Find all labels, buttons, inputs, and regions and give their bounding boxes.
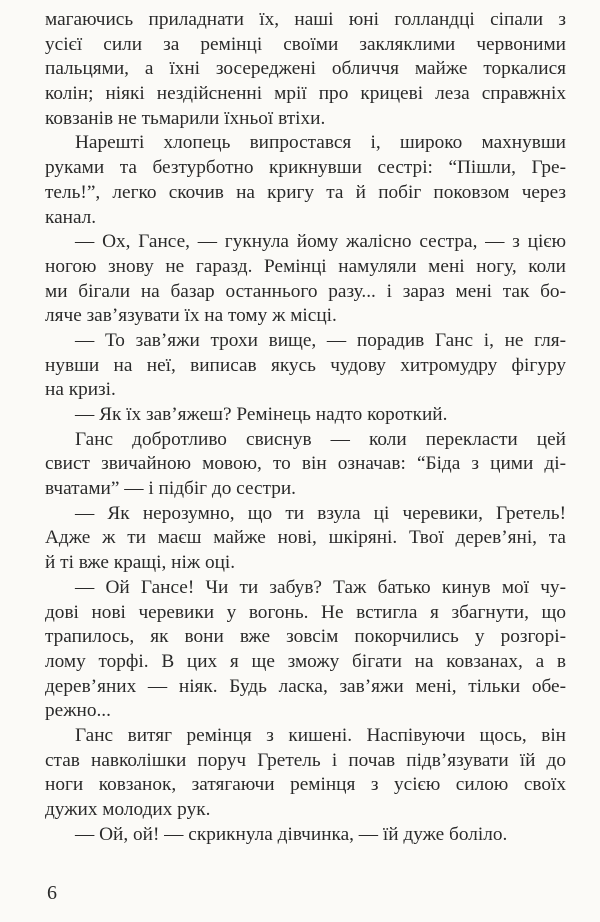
text-line: ноги ковзанок, затягаючи ремінця з усією силою своїх: [45, 774, 566, 796]
page-number: 6: [47, 882, 57, 904]
text-line: ковзанів не тьмарили їхньої втіхи.: [45, 107, 326, 129]
text-line: ногою знову не гаразд. Ремінці намуляли мені ногу, коли: [45, 255, 566, 277]
text-line: Ганс добротливо свиснув — коли перекласти цей: [75, 428, 566, 450]
text-line: ми бігали на базар останнього разу... і зараз мені так бо-: [45, 280, 566, 302]
text-line: на кризі.: [45, 379, 116, 401]
text-line: Адже ж ти маєш майже нові, шкіряні. Твої дерев’яні, та: [45, 527, 566, 549]
text-line: — Ой, ой! — скрикнула дівчинка, — їй дуже боліло.: [75, 823, 508, 845]
text-line: ляче зав’язувати їх на тому ж місці.: [45, 305, 337, 327]
text-line: трапилось, як вони вже зовсім покорчились у розгорі-: [45, 626, 566, 648]
text-line: — То зав’яжи трохи вище, — порадив Ганс і, не гля-: [75, 329, 566, 351]
text-line: усієї сили за ремінці своїми закляклими червоними: [45, 33, 566, 55]
text-line: колін; ніякі нездійсненні мрії про крицеві леза справжніх: [45, 83, 566, 105]
text-line: дерев’яних — ніяк. Будь ласка, зав’яжи мені, тільки обе-: [45, 675, 566, 697]
text-line: тель!”, легко скочив на кригу та й побіг поковзом через: [45, 181, 566, 203]
text-line: — Ох, Гансе, — гукнула йому жалісно сестра, — з цією: [75, 231, 566, 253]
text-line: магаючись приладнати їх, наші юні голландці сіпали з: [45, 9, 566, 30]
text-line: руками та безтурботно крикнувши сестрі: “Пішли, Гре-: [45, 157, 566, 179]
text-line: й ті вже кращі, ніж оці.: [45, 552, 236, 574]
text-line: — Як їх зав’яжеш? Ремінець надто короткий.: [75, 404, 448, 425]
text-line: дові нові черевики у вогонь. Не встигла я збагнути, що: [45, 601, 566, 623]
text-line: став навколішки поруч Гретель і почав підв’язувати їй до: [45, 749, 566, 771]
text-line: дужих молодих рук.: [45, 799, 211, 820]
text-line: лому торфі. В цих я ще зможу бігати на ковзанах, а в: [45, 650, 566, 672]
text-line: свист звичайною мовою, то він означав: “Біда з цими ді-: [45, 453, 566, 475]
text-line: вчатами” — і підбіг до сестри.: [45, 478, 297, 500]
text-line: Нарешті хлопець випростався і, широко махнувши: [75, 132, 566, 154]
text-line: Ганс витяг ремінця з кишені. Наспівуючи щось, він: [75, 724, 566, 746]
body-text: [45, 8, 566, 847]
text-line: — Як нерозумно, що ти взула ці черевики, Гретель!: [75, 502, 566, 524]
text-line: канал.: [45, 206, 97, 228]
text-line: нувши на неї, виписав якусь чудову хитромудру фігуру: [45, 354, 566, 376]
text-line: пальцями, а їхні зосереджені обличчя майже торкалися: [45, 58, 566, 80]
text-line: режно...: [45, 700, 111, 722]
text-line: — Ой Гансе! Чи ти забув? Таж батько кинув мої чу-: [75, 576, 566, 598]
